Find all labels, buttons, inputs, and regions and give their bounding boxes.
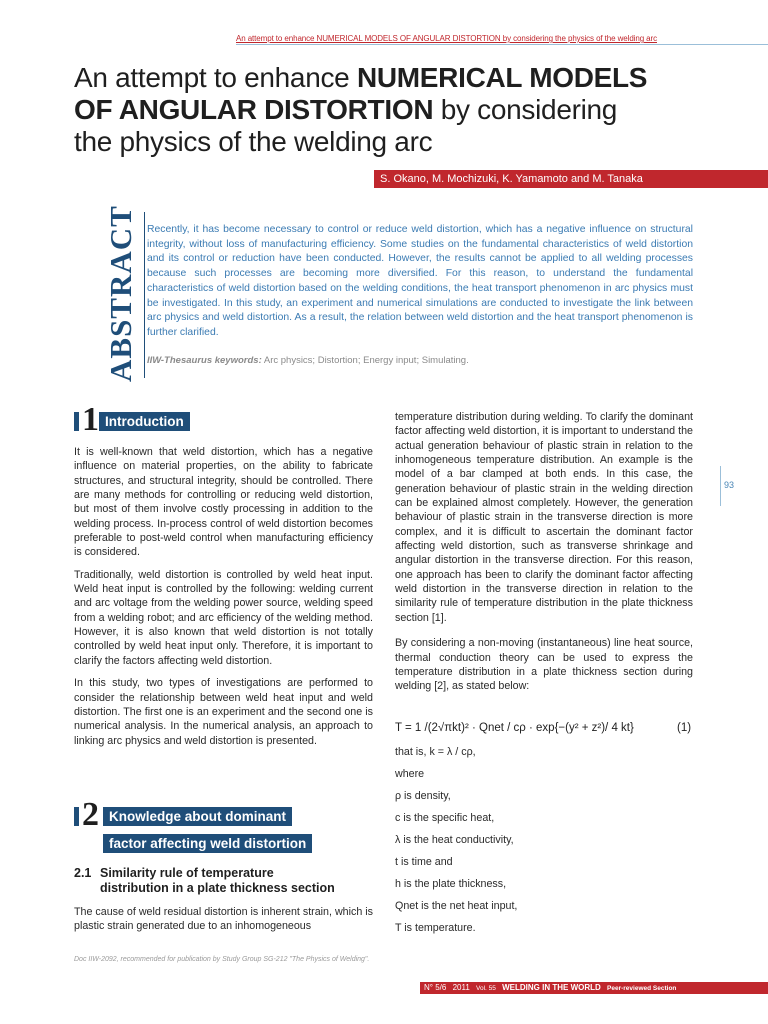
right-paragraph: temperature distribution during welding. To clarify the dominant factor affecting weld distortion, it is important to understand the actual generation behaviour of plastic strain in relation to the inhomogeneous temperature distribution. An example is the model of a bar clamped at both ends. In this case, the generation behaviour of plastic strain in the welding direction can be explained almost completely. However, the generation behaviour of plastic strain in the transverse direction is more complex, and it is difficult to ascertain the dominant factor affecting weld distortion, such as transverse shrinkage and angular distortion in the transverse direction. For this reason, one approach has been to clarify the dominant factor affecting weld distortion in the transverse direction in relation to the similarity rule of temperature distribution in the plate thickness section [1].: [395, 411, 693, 624]
section2-title-line1: Knowledge about dominant: [103, 807, 292, 826]
that-is-line: that is, k = λ / cρ,: [395, 746, 476, 758]
heat-equation: T = 1 /(2√πkt)² · Qnet / cρ · exp{−(y² + z²)/ 4 kt}: [395, 722, 634, 734]
subsection-number: 2.1: [74, 866, 92, 880]
keywords: [147, 355, 693, 366]
definition-item: Qnet is the net heat input,: [395, 900, 518, 912]
section2-number: 2: [82, 796, 99, 833]
section1-paragraph: It is well-known that weld distortion, which has a negative influence on material properties, on the ability to fabricate structures, and structural integrity, should be controlled. There are many methods for controlling or reducing weld distortion, but most of them involve costly processing in addition to the welding process. In-process control of weld distortion becomes preferable to post-weld control when manufacturing efficiency is considered.: [74, 446, 373, 559]
abstract-heading: ABSTRACT: [103, 205, 138, 382]
page-number-divider: [720, 466, 721, 506]
title-part1: An attempt to enhance: [74, 62, 357, 93]
section2-tick: [74, 807, 79, 826]
section2-title-line2: factor affecting weld distortion: [103, 834, 312, 853]
definition-item: ρ is density,: [395, 790, 451, 802]
footer-year: 2011: [452, 983, 470, 992]
page-number: 93: [724, 480, 735, 490]
footer-journal: WELDING IN THE WORLD: [502, 983, 601, 992]
definition-item: c is the specific heat,: [395, 812, 495, 824]
section1-number: 1: [82, 401, 99, 438]
footer-volume: Vol. 55: [476, 985, 496, 992]
section1-title: Introduction: [99, 412, 190, 431]
subsection-title-line1: Similarity rule of temperature: [100, 866, 274, 880]
right-paragraph: By considering a non-moving (instantaneous) line heat source, thermal conduction theory can be used to express the temperature distribution in a plate thickness section during welding [2], as stated below:: [395, 637, 693, 693]
abstract-divider: [144, 212, 145, 378]
definitions: [395, 746, 693, 946]
title-bold2: OF ANGULAR DISTORTION: [74, 94, 434, 125]
definition-item: h is the plate thickness,: [395, 878, 507, 890]
definition-item: λ is the heat conductivity,: [395, 834, 514, 846]
footer-issue: N° 5/6: [424, 983, 447, 992]
title-line3: the physics of the welding arc: [74, 126, 433, 157]
section2-body: [74, 905, 373, 942]
section1-body: [74, 445, 373, 756]
abstract-text: Recently, it has become necessary to control or reduce weld distortion, which has a negative influence on structural integrity, without loss of manufacturing efficiency. Some studies on the fundamental characteristics of weld distortion and its control or reduction have been conducted. However, the results cannot be applied to all welding processes because such processes are becoming more diversified. For this reason, to understand the fundamental characteristics of weld distortion based on the welding conditions, the heat transport phenomenon in arc physics must be investigated. In this study, an experiment and numerical simulations are conducted to investigate the link between arc physics and weld distortion. As a result, the relation between weld distortion and the heat transport phenomenon is further clarified.: [147, 224, 693, 338]
section1-tick: [74, 412, 79, 431]
footnote: Doc IIW-2092, recommended for publication by Study Group SG-212 "The Physics of Welding".: [74, 956, 370, 963]
equation-number: (1): [677, 722, 692, 734]
subsection-title-line2: distribution in a plate thickness section: [100, 881, 335, 895]
right-column-body: [395, 410, 693, 702]
keywords-label: IIW-Thesaurus keywords:: [147, 355, 262, 366]
definition-item: t is time and: [395, 856, 453, 868]
title-part2: by considering: [433, 94, 618, 125]
running-head: An attempt to enhance NUMERICAL MODELS OF ANGULAR DISTORTION by considering the physics of the welding arc: [236, 34, 657, 43]
footer-section: Peer-reviewed Section: [607, 985, 677, 992]
section2-paragraph: The cause of weld residual distortion is inherent strain, which is plastic strain generated due to an inhomogeneous: [74, 906, 373, 933]
where-line: where: [395, 768, 425, 780]
authors-bar: S. Okano, M. Mochizuki, K. Yamamoto and M. Tanaka: [374, 170, 768, 188]
section1-paragraph: Traditionally, weld distortion is controlled by weld heat input. Weld heat input is controlled by the following: welding current and arc voltage from the welding power source, welding speed from a welding robot; and arc efficiency of the welding method. However, it is also known that weld distortion is not totally controlled by weld heat input only. Therefore, it is important to clarify the factors affecting weld distortion.: [74, 568, 373, 667]
section1-paragraph: In this study, two types of investigations are performed to consider the relationship between weld heat input and weld distortion. The first one is an experiment and the second one is numerical analysis. In the numerical analysis, an approach to linking arc physics and weld distortion is presented.: [74, 677, 373, 747]
definition-item: T is temperature.: [395, 922, 476, 934]
keywords-value: Arc physics; Distortion; Energy input; Simulating.: [263, 355, 469, 366]
header-divider: [236, 44, 768, 45]
article-title: [74, 62, 714, 158]
title-bold1: NUMERICAL MODELS: [356, 62, 648, 93]
journal-footer: [420, 982, 768, 994]
subsection-2-1-title: [74, 866, 374, 896]
